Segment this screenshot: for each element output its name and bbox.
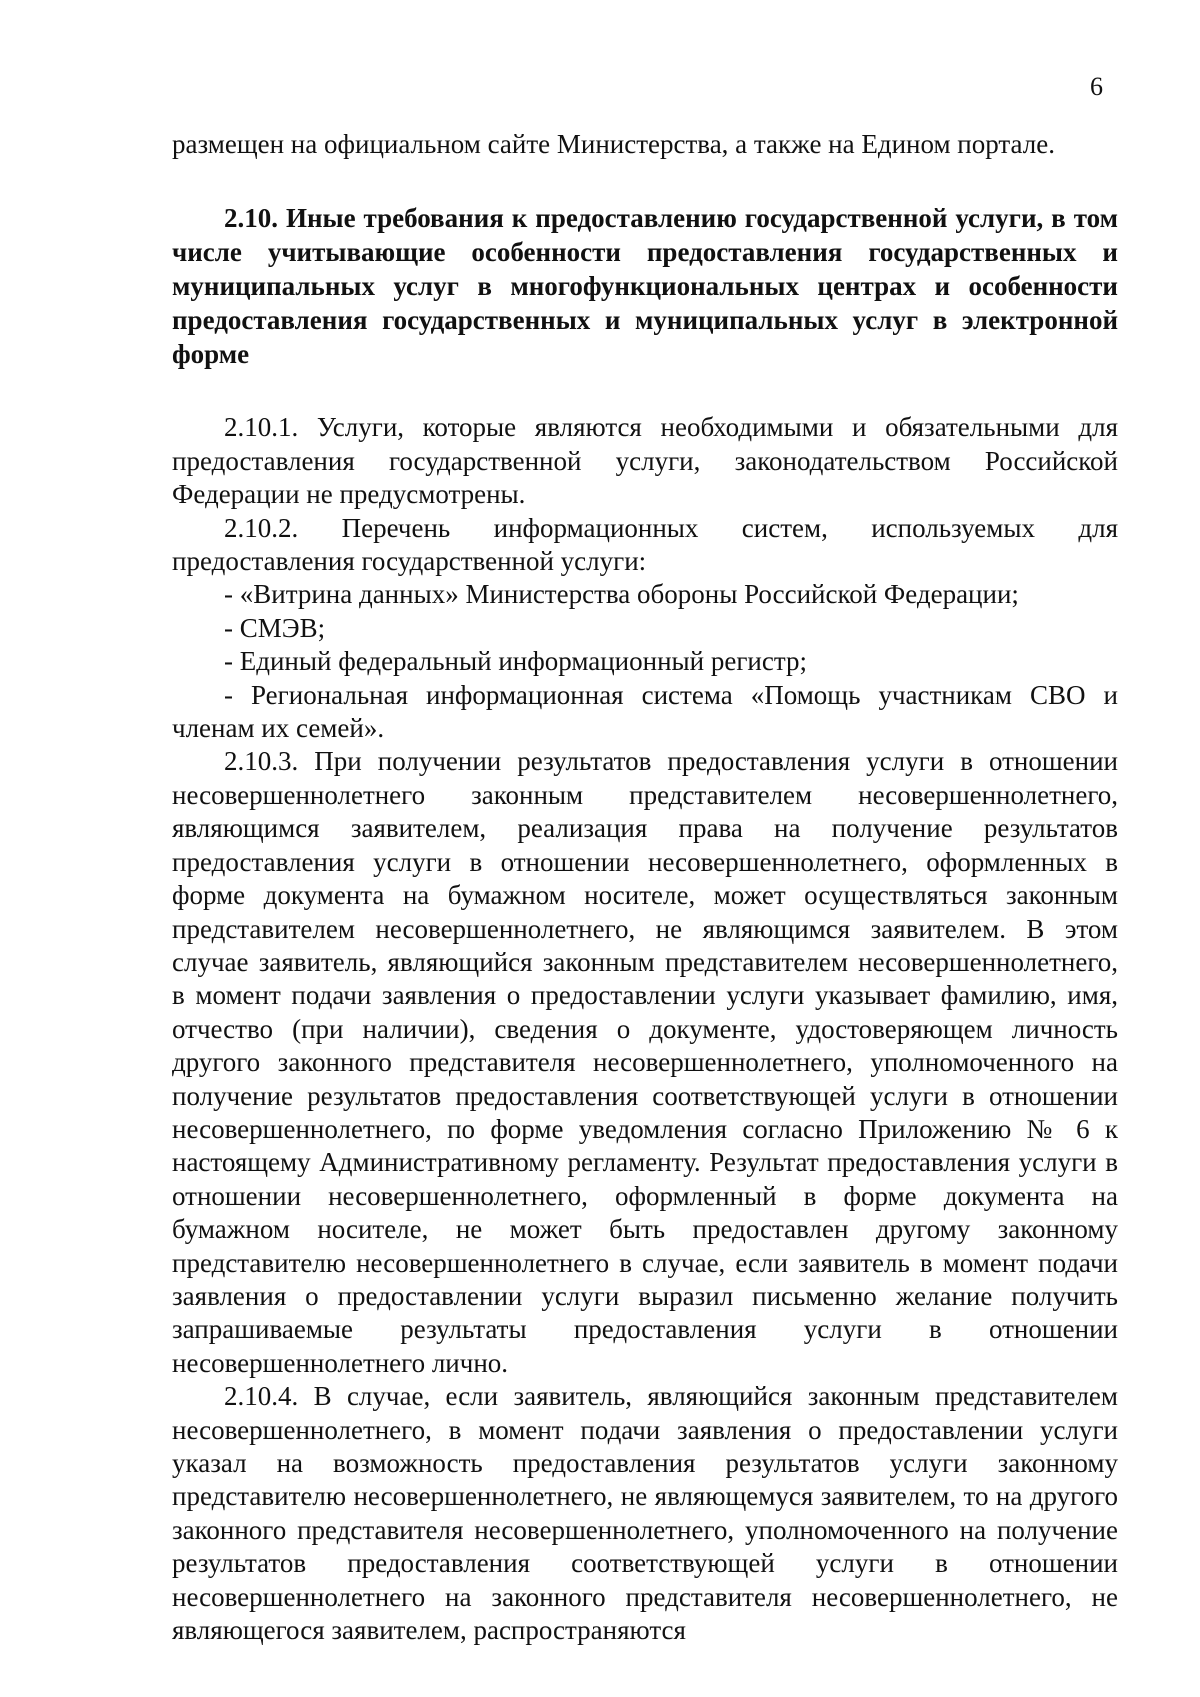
system-list-item: - Региональная информационная система «Помощь участникам СВО и членам их семей». [172,679,1118,744]
page-number: 6 [1090,72,1103,101]
paragraph-2-10-3: 2.10.3. При получении результатов предоставления услуги в отношении несовершеннолетнего законным представителем несовершеннолетнего, являющимся заявителем, реализация права на получение результатов предоставления услуги в отношении несовершеннолетнего, оформленных в форме документа на бумажном носителе, может осуществляться законным представителем несовершеннолетнего, не являющимся заявителем. В этом случае заявитель, являющийся законным представителем несовершеннолетнего, в момент подачи заявления о предоставлении услуги указывает фамилию, имя, отчество (при наличии), сведения о документе, удостоверяющем личность другого законного представителя несовершеннолетнего, уполномоченного на получение результатов предоставления соответствующей услуги в отношении несовершеннолетнего, по форме уведомления согласно Приложению № 6 к настоящему Административному регламенту. Результат предоставления услуги в отношении несовершеннолетнего, оформленный в форме документа на бумажном носителе, не может быть предоставлен другому законному представителю несовершеннолетнего в случае, если заявитель в момент подачи заявления о предоставлении услуги выразил письменно желание получить запрашиваемые результаты предоставления услуги в отношении несовершеннолетнего лично. [172,746,1118,1378]
paragraph-2-10-1: 2.10.1. Услуги, которые являются необходимыми и обязательными для предоставления государственной услуги, законодательством Российской Федерации не предусмотрены. [172,412,1118,510]
system-list-item: - СМЭВ; [224,612,326,643]
paragraph-2-10-2: 2.10.2. Перечень информационных систем, используемых для предоставления государственной услуги: [172,512,1118,577]
system-list-item: - «Витрина данных» Министерства обороны Российской Федерации; [224,579,1019,610]
system-list-item: - Единый федеральный информационный регистр; [224,646,807,677]
intro-line: размещен на официальном сайте Министерства, а также на Едином портале. [172,129,1055,159]
document-body [172,128,1118,1647]
paragraph-2-10-4: 2.10.4. В случае, если заявитель, являющийся законным представителем несовершеннолетнего, в момент подачи заявления о предоставлении услуги указал на возможность предоставления результатов услуги законному представителю несовершеннолетнего, не являющемуся заявителем, то на другого законного представителя несовершеннолетнего, уполномоченного на получение результатов предоставления соответствующей услуги в отношении несовершеннолетнего на законного представителя несовершеннолетнего, не являющегося заявителем, распространяются [172,1381,1118,1646]
spacer [172,371,1118,411]
section-heading: 2.10. Иные требования к предоставлению государственной услуги, в том числе учитывающие особенности предоставления государственных и муниципальных услуг в многофункциональных центрах и особенности предоставления государственных и муниципальных услуг в электронной форме [172,203,1118,370]
